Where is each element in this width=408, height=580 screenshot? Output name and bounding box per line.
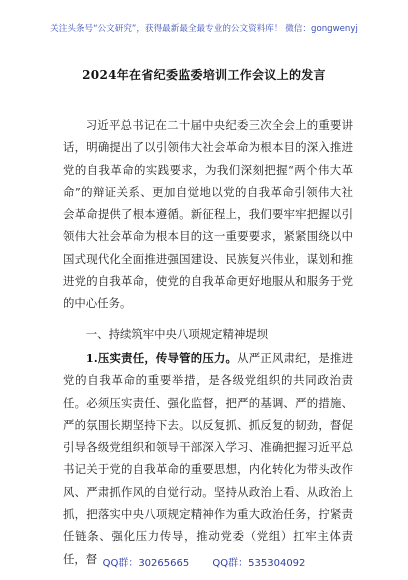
header-promo-note: 关注头条号“公文研究”，获得最新最全最专业的公文资料库！ 微信：gongwenyj [50, 24, 358, 34]
subsection-lead: 1.压实责任，传导管的压力。 [85, 350, 238, 365]
document-body [63, 114, 353, 570]
footer-qq-group-2: QQ群：535304092 [212, 558, 306, 569]
section-heading: 一、持续筑牢中央八项规定精神堤坝 [85, 326, 269, 341]
intro-paragraph: 习近平总书记在二十届中央纪委三次全会上的重要讲话，明确提出了以引领伟大社会革命为根本目的深入推进党的自我革命的实践要求，为我们深刻把握“两个伟大革命”的辩证关系、更加自觉地以党的自我革命引领伟大社会革命提供了根本遵循。新征程上，我们要牢牢把握以引领伟大社会革命为根本目的这一重要要求，紧紧围绕以中国式现代化全面推进强国建设、民族复兴伟业，谋划和推进党的自我革命，使党的自我革命更好地服从和服务于党的中心任务。 [63, 118, 353, 311]
footer-qq-group-1: QQ群：30265665 [102, 558, 190, 569]
document-title: 2024年在省纪委监委培训工作会议上的发言 [82, 68, 326, 82]
subsection-paragraph [63, 347, 353, 570]
subsection-text: 从严正风肃纪，是推进党的自我革命的重要举措，是各级党组织的共同政治责任。必须压实责任、强化监督，把严的基调、严的措施、严的氛围长期坚持下去。以反复抓、抓反复的韧劲，督促引导各级党组织和领导干部深入学习、准确把握习近平总书记关于党的自我革命的重要思想，内化转化为带头改作风、严肃抓作风的自觉行动。坚持从政治上看、从政治上抓，把落实中央八项规定精神作为重大政治任务，拧紧责任链条、强化压力传导，推动党委（党组）扛牢主体责任，督 [63, 350, 353, 566]
footer-qq-groups [0, 554, 408, 569]
